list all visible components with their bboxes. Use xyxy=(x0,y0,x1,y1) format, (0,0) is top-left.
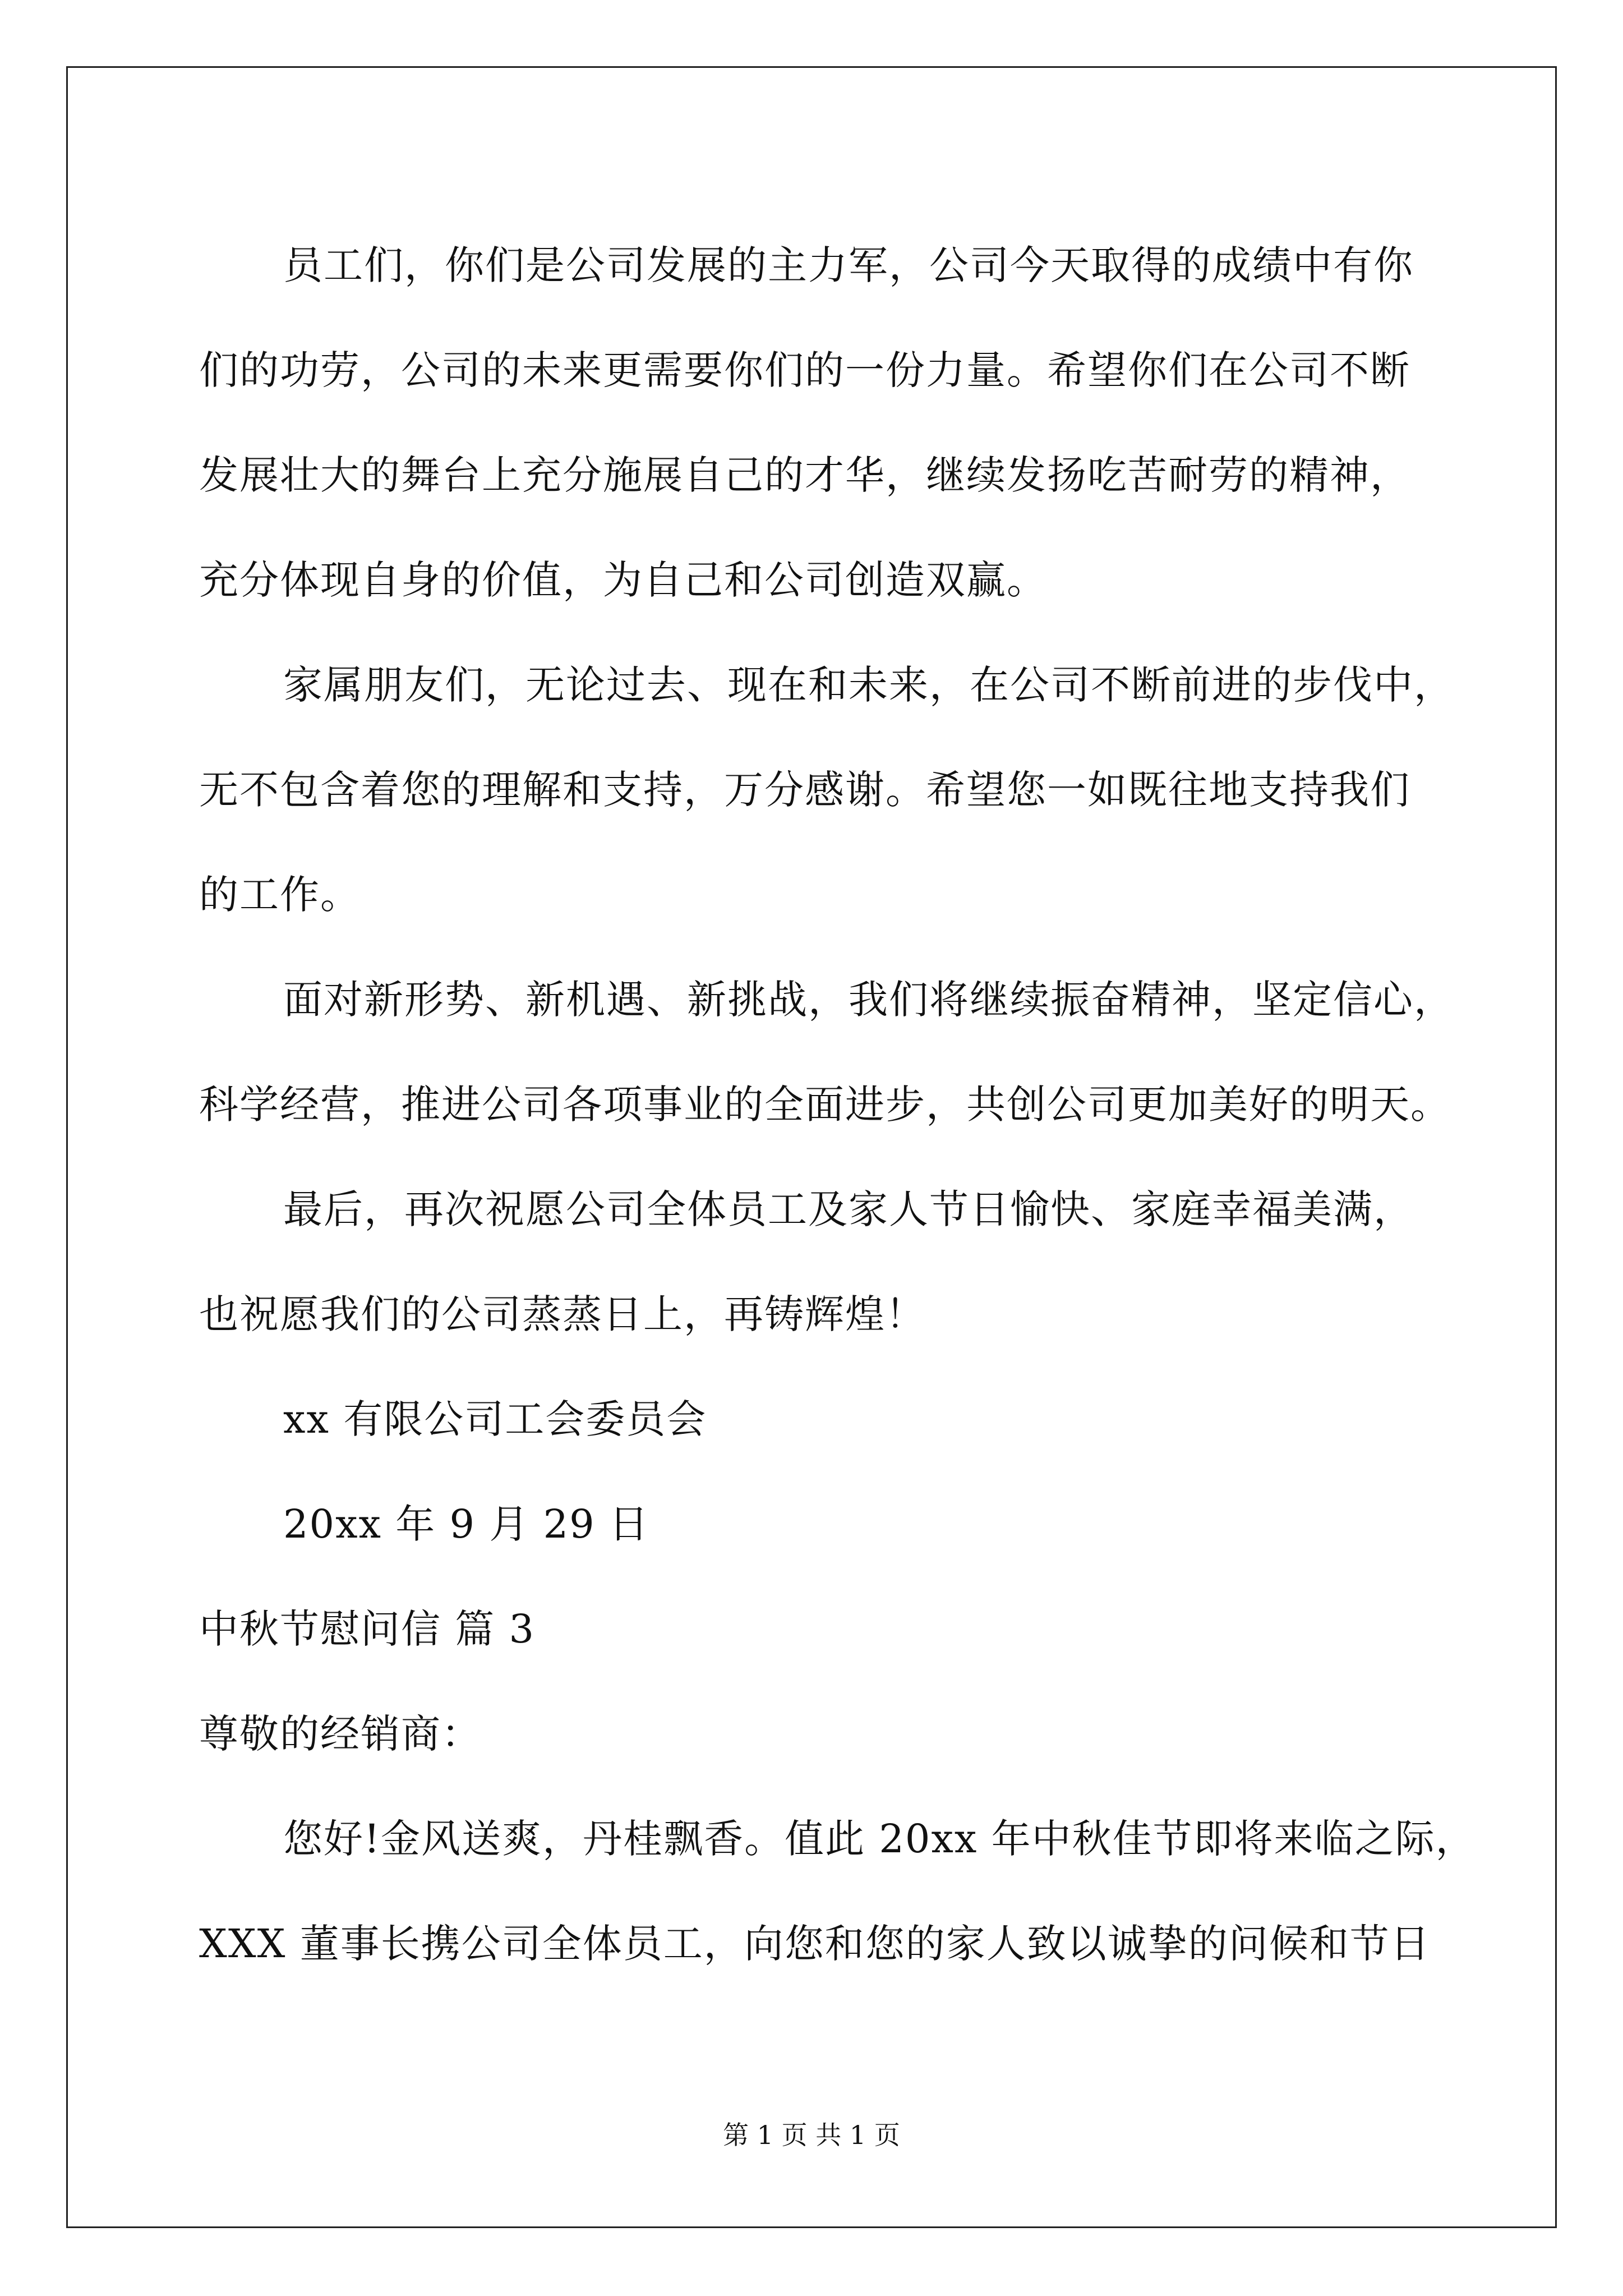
signature-date xyxy=(199,1472,1433,1577)
paragraph-outlook xyxy=(199,947,1454,1157)
paragraph-family xyxy=(199,633,1454,947)
text-line: 充分体现自身的价值，为自己和公司创造双赢。 xyxy=(199,557,1047,603)
text-line: 20xx 年 9 月 29 日 xyxy=(283,1501,649,1547)
page-footer: 第 1 页 共 1 页 xyxy=(723,2120,900,2150)
paragraph-closing-wishes xyxy=(199,1157,1433,1367)
text-line: 也祝愿我们的公司蒸蒸日上，再铸辉煌！ xyxy=(199,1291,926,1337)
paragraph-greeting xyxy=(199,1787,1476,1996)
text-line: xx 有限公司工会委员会 xyxy=(283,1396,707,1442)
document-body xyxy=(199,213,1476,1996)
paragraph-employees xyxy=(199,213,1433,633)
text-line: 您好!金风送爽，丹桂飘香。值此 20xx 年中秋佳节即将来临之际， xyxy=(283,1816,1476,1862)
text-line: 尊敬的经销商： xyxy=(199,1711,482,1757)
text-line: 的工作。 xyxy=(199,872,361,918)
section-heading xyxy=(199,1577,1433,1682)
text-line: 无不包含着您的理解和支持，万分感谢。希望您一如既往地支持我们 xyxy=(199,767,1410,813)
text-line: XXX 董事长携公司全体员工，向您和您的家人致以诚挚的问候和节日 xyxy=(199,1921,1431,1967)
text-line: 科学经营，推进公司各项事业的全面进步，共创公司更加美好的明天。 xyxy=(199,1082,1451,1128)
text-line: 最后，再次祝愿公司全体员工及家人节日愉快、家庭幸福美满， xyxy=(283,1186,1414,1232)
text-line: 们的功劳，公司的未来更需要你们的一份力量。希望你们在公司不断 xyxy=(199,347,1410,393)
text-line: 面对新形势、新机遇、新挑战，我们将继续振奋精神，坚定信心， xyxy=(283,977,1454,1023)
text-line: 发展壮大的舞台上充分施展自己的才华，继续发扬吃苦耐劳的精神， xyxy=(199,452,1410,498)
signature-organization xyxy=(199,1367,1433,1472)
text-line: 家属朋友们，无论过去、现在和未来，在公司不断前进的步伐中， xyxy=(283,662,1454,708)
salutation xyxy=(199,1682,1433,1787)
text-line: 中秋节慰问信 篇 3 xyxy=(199,1606,536,1652)
text-line: 员工们，你们是公司发展的主力军，公司今天取得的成绩中有你 xyxy=(283,242,1414,288)
